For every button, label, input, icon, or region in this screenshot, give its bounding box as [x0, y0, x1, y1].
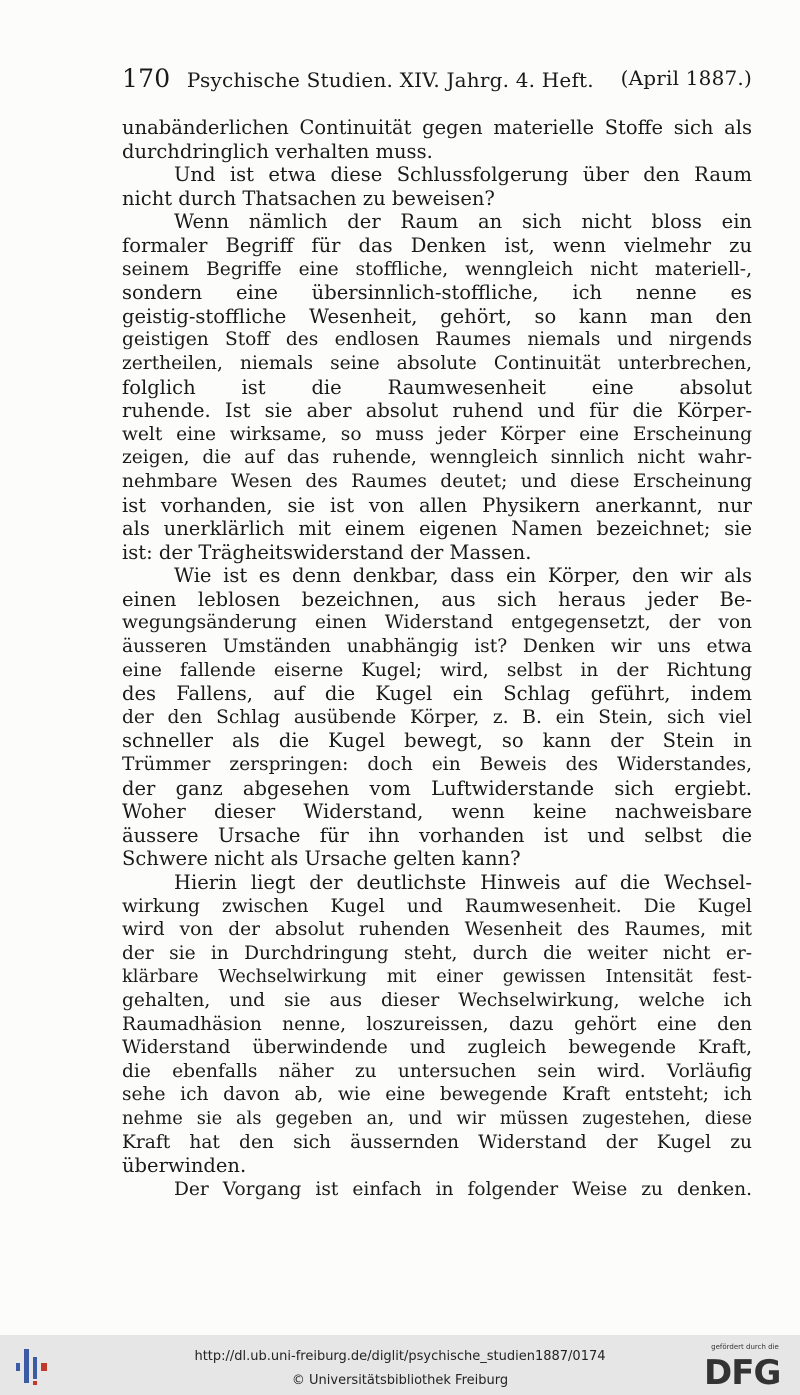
- text-line: Kraft hat den sich äussernden Widerstand der Kugel zu: [122, 1131, 752, 1153]
- text-line: geistig-stoffliche Wesenheit, gehört, so kann man den: [122, 304, 752, 328]
- text-line: wird von der absolut ruhenden Wesenheit des Raumes, mit: [122, 919, 752, 941]
- text-line: Wenn nämlich der Raum an sich nicht bloss ein: [174, 210, 752, 234]
- text-line: zeigen, die auf das ruhende, wenngleich sinnlich nicht wahr-: [122, 447, 752, 469]
- text-line: einen leblosen bezeichnen, aus sich heraus jeder Be-: [122, 587, 752, 611]
- text-line: durchdringlich verhalten muss.: [122, 139, 433, 163]
- running-header: [122, 64, 752, 93]
- text-line: Hierin liegt der deutlichste Hinweis auf die Wechsel-: [174, 871, 752, 894]
- text-line: der ganz abgesehen vom Luftwiderstande sich ergiebt.: [122, 776, 752, 800]
- text-line: formaler Begriff für das Denken ist, wenn vielmehr zu: [122, 233, 752, 257]
- body-text: [122, 116, 752, 1201]
- text-line: überwinden.: [122, 1154, 247, 1178]
- text-line: ist: der Trägheitswiderstand der Massen.: [122, 540, 532, 564]
- dfg-logo: [700, 1343, 790, 1391]
- viewer-footer: [0, 1335, 800, 1395]
- text-line: des Fallens, auf die Kugel ein Schlag geführt, indem: [122, 682, 752, 706]
- text-line: äussere Ursache für ihn vorhanden ist und selbst die: [122, 823, 752, 847]
- text-line: folglich ist die Raumwesenheit eine absolut: [122, 375, 752, 399]
- text-line: Der Vorgang ist einfach in folgender Weise zu denken.: [174, 1178, 752, 1200]
- text-line: wirkung zwischen Kugel und Raumwesenheit. Die Kugel: [122, 895, 752, 917]
- text-line: der sie in Durchdringung steht, durch die weiter nicht er-: [122, 942, 752, 964]
- issue-date: (April 1887.): [620, 66, 752, 90]
- dfg-caption: gefördert durch die: [711, 1343, 779, 1351]
- text-line: nehmbare Wesen des Raumes deutet; und diese Erscheinung: [122, 470, 752, 492]
- text-line: zertheilen, niemals seine absolute Continuität unterbrechen,: [122, 352, 752, 374]
- text-line: sehe ich davon ab, wie eine bewegende Kraft entsteht; ich: [122, 1084, 752, 1106]
- text-line: nicht durch Thatsachen zu beweisen?: [122, 186, 495, 210]
- text-line: gehalten, und sie aus dieser Wechselwirkung, welche ich: [122, 989, 752, 1011]
- text-line: Schwere nicht als Ursache gelten kann?: [122, 847, 521, 871]
- text-line: eine fallende eiserne Kugel; wird, selbst in der Richtung: [122, 659, 752, 681]
- text-line: die ebenfalls näher zu untersuchen sein wird. Vorläufig: [122, 1060, 752, 1082]
- copyright-notice: © Universitätsbibliothek Freiburg: [291, 1373, 509, 1388]
- running-title: Psychische Studien. XIV. Jahrg. 4. Heft.: [186, 68, 594, 92]
- page-number: 170: [122, 64, 171, 93]
- text-line: Widerstand überwindende und zugleich bewegende Kraft,: [122, 1037, 752, 1059]
- dfg-logo-text: DFG: [704, 1353, 781, 1393]
- text-line: Woher dieser Widerstand, wenn keine nachweisbare: [122, 800, 752, 824]
- text-line: äusseren Umständen unabhängig ist? Denken wir uns etwa: [122, 636, 752, 658]
- text-line: Trümmer zerspringen: doch ein Beweis des Widerstandes,: [122, 754, 752, 776]
- text-line: schneller als die Kugel bewegt, so kann der Stein in: [122, 729, 752, 753]
- text-line: sondern eine übersinnlich-stoffliche, ich nenne es: [122, 281, 752, 305]
- text-line: klärbare Wechselwirkung mit einer gewissen Intensität fest-: [122, 966, 752, 988]
- document-url-link[interactable]: http://dl.ub.uni-freiburg.de/diglit/psychische_studien1887/0174: [194, 1349, 606, 1364]
- text-line: geistigen Stoff des endlosen Raumes niemals und nirgends: [122, 329, 752, 351]
- text-line: der den Schlag ausübende Körper, z. B. ein Stein, sich viel: [122, 706, 752, 728]
- text-line: welt eine wirksame, so muss jeder Körper eine Erscheinung: [122, 423, 752, 445]
- text-line: seinem Begriffe eine stoffliche, wenngleich nicht materiell-,: [122, 258, 752, 280]
- text-line: Wie ist es denn denkbar, dass ein Körper, den wir als: [174, 564, 752, 588]
- text-line: Raumadhäsion nenne, loszureissen, dazu gehört eine den: [122, 1013, 752, 1035]
- text-line: nehme sie als gegeben an, und wir müssen zugestehen, diese: [122, 1107, 752, 1129]
- text-line: unabänderlichen Continuität gegen materielle Stoffe sich als: [122, 116, 752, 139]
- text-line: ist vorhanden, sie ist von allen Physikern anerkannt, nur: [122, 493, 752, 517]
- text-line: ruhende. Ist sie aber absolut ruhend und für die Körper-: [122, 399, 752, 423]
- text-line: als unerklärlich mit einem eigenen Namen bezeichnet; sie: [122, 517, 752, 541]
- text-line: Und ist etwa diese Schlussfolgerung über den Raum: [174, 163, 752, 187]
- text-line: wegungsänderung einen Widerstand entgegensetzt, der von: [122, 612, 752, 634]
